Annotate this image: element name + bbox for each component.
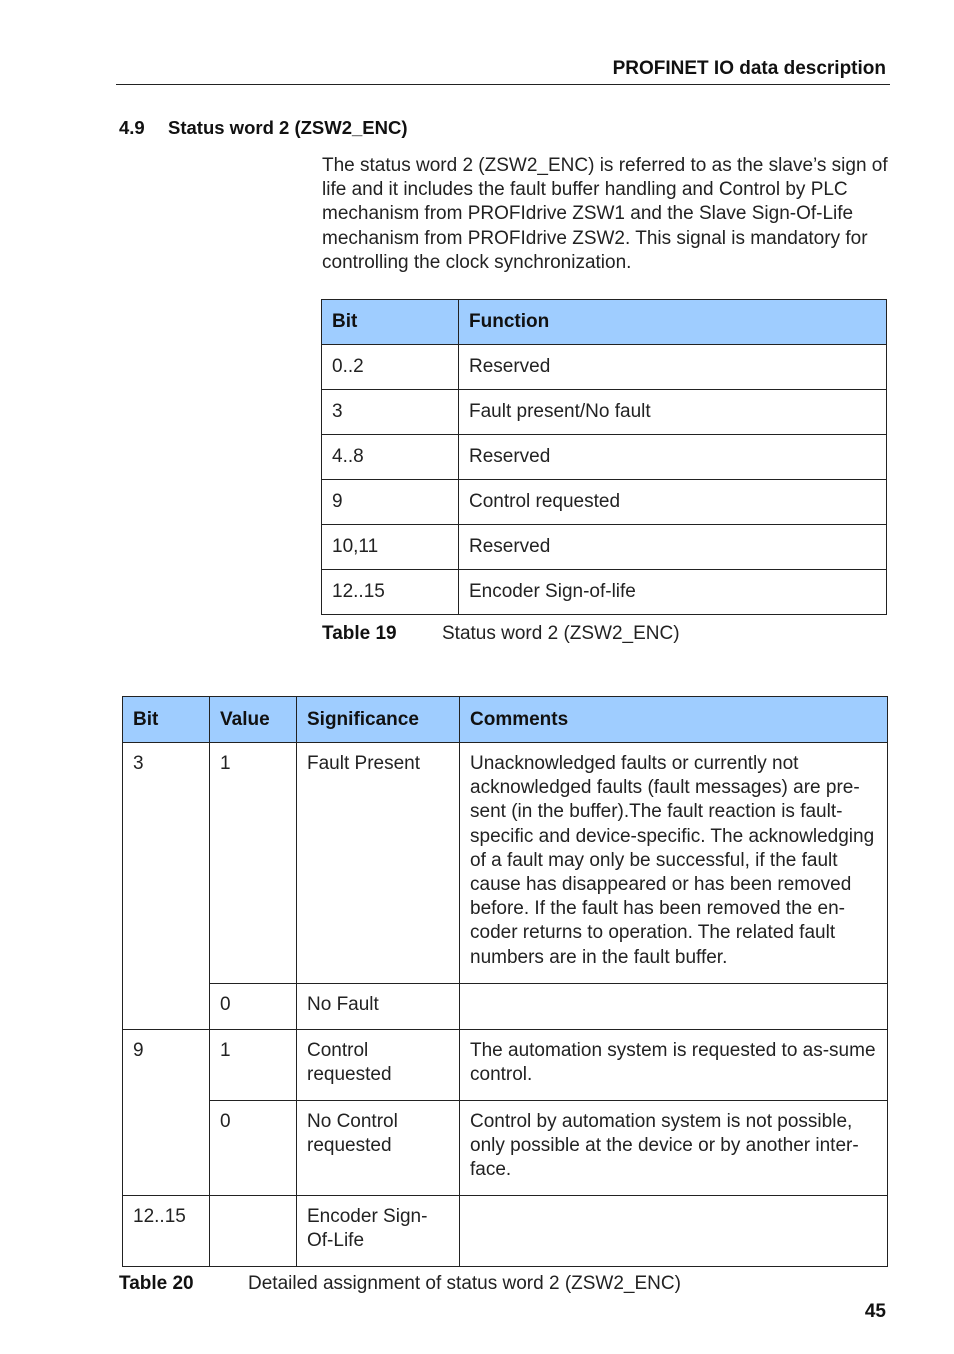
header-divider: [116, 84, 890, 85]
cell-significance: Encoder Sign-Of-Life: [297, 1196, 460, 1267]
caption-label: Table 20: [119, 1273, 194, 1294]
cell-significance: No Control requested: [297, 1101, 460, 1196]
table-row: [322, 345, 887, 390]
table-row: [322, 390, 887, 435]
column-header-comments: Comments: [460, 697, 888, 743]
cell-function: Reserved: [459, 435, 887, 480]
cell-value: 0: [210, 1101, 297, 1196]
cell-value: [210, 1196, 297, 1267]
table-row: [123, 1196, 888, 1267]
section-number: 4.9: [119, 117, 145, 138]
table-row: [322, 435, 887, 480]
table-row: [123, 743, 888, 984]
cell-value: 0: [210, 984, 297, 1030]
cell-comments: Control by automation system is not possible, only possible at the device or by another inter-face.: [460, 1101, 888, 1196]
cell-function: Fault present/No fault: [459, 390, 887, 435]
cell-bit: 10,11: [322, 525, 459, 570]
cell-function: Control requested: [459, 480, 887, 525]
cell-bit: 3: [322, 390, 459, 435]
table-20-caption: [119, 1273, 681, 1295]
status-word-table: [321, 299, 887, 615]
column-header-bit: Bit: [123, 697, 210, 743]
column-header-significance: Significance: [297, 697, 460, 743]
cell-significance: Control requested: [297, 1030, 460, 1101]
caption-label: Table 19: [322, 623, 397, 644]
cell-significance: No Fault: [297, 984, 460, 1030]
caption-text: Status word 2 (ZSW2_ENC): [442, 623, 680, 644]
table-row: [123, 984, 888, 1030]
cell-comments: Unacknowledged faults or currently not acknowledged faults (fault messages) are pre-sent (in the buffer).The fault reaction is fault-specific and device-specific. The acknowledging of a fault may only be successful, if the fault cause has disappeared or has been removed before. If the fault has been removed the en-coder returns to operation. The related fault numbers are in the fault buffer.: [460, 743, 888, 984]
table-row: [322, 525, 887, 570]
caption-text: Detailed assignment of status word 2 (ZSW2_ENC): [248, 1273, 681, 1294]
page-number: 45: [864, 1301, 886, 1322]
table-row: [123, 1101, 888, 1196]
section-heading: [119, 117, 408, 139]
table-row: [322, 570, 887, 615]
cell-function: Reserved: [459, 525, 887, 570]
cell-bit: 0..2: [322, 345, 459, 390]
table-header-row: [123, 697, 888, 743]
cell-bit: 4..8: [322, 435, 459, 480]
cell-function: Reserved: [459, 345, 887, 390]
cell-function: Encoder Sign-of-life: [459, 570, 887, 615]
cell-comments: [460, 1196, 888, 1267]
cell-significance: Fault Present: [297, 743, 460, 984]
table-header-row: [322, 300, 887, 345]
table-row: [322, 480, 887, 525]
cell-bit: 9: [123, 1030, 210, 1196]
column-header-value: Value: [210, 697, 297, 743]
column-header-bit: Bit: [322, 300, 459, 345]
cell-bit: 12..15: [123, 1196, 210, 1267]
status-word-detail-table: [122, 696, 888, 1267]
section-title: Status word 2 (ZSW2_ENC): [168, 117, 408, 138]
cell-comments: [460, 984, 888, 1030]
column-header-function: Function: [459, 300, 887, 345]
cell-bit: 3: [123, 743, 210, 1030]
cell-value: 1: [210, 743, 297, 984]
intro-paragraph: The status word 2 (ZSW2_ENC) is referred to as the slave’s sign of life and it includes the fault buffer handling and Control by PLC mechanism from PROFIdrive ZSW1 and the Slave Sign-Of-Life mechanism from PROFIdrive ZSW2. This signal is mandatory for controlling the clock synchronization.: [322, 155, 888, 273]
table-19-caption: [322, 623, 680, 645]
running-header: PROFINET IO data description: [612, 58, 886, 79]
table-row: [123, 1030, 888, 1101]
cell-value: 1: [210, 1030, 297, 1101]
cell-comments: The automation system is requested to as-sume control.: [460, 1030, 888, 1101]
cell-bit: 9: [322, 480, 459, 525]
cell-bit: 12..15: [322, 570, 459, 615]
